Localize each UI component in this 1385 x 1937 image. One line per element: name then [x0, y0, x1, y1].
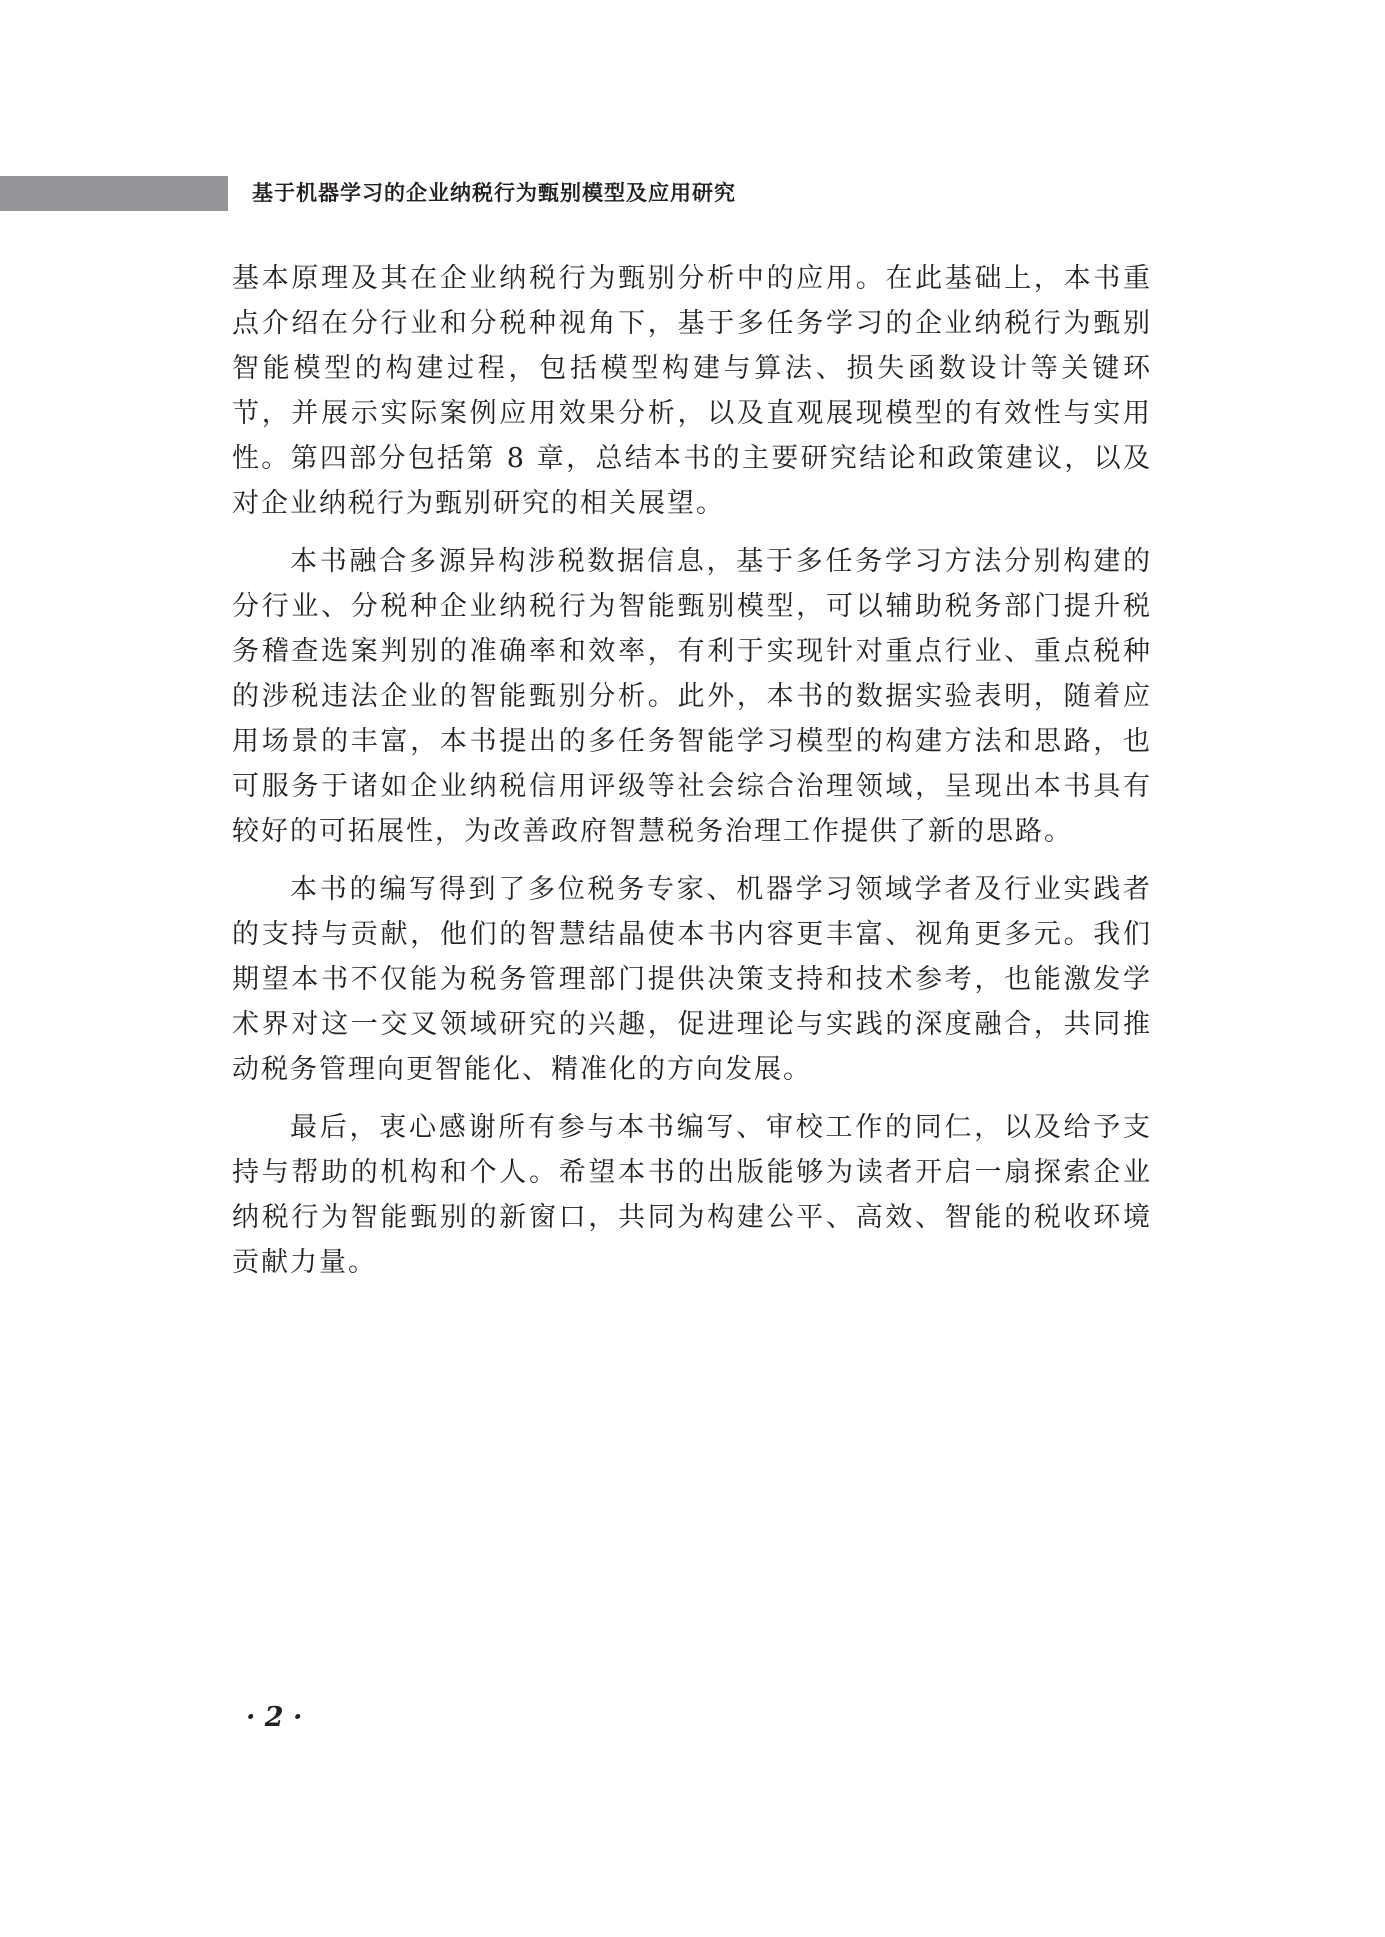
header-bar	[0, 176, 228, 211]
text-line: 基本原理及其在企业纳税行为甄别分析中的应用。在此基础上，本书重	[232, 263, 1152, 294]
text-line: 动税务管理向更智能化、精准化的方向发展。	[232, 1054, 812, 1085]
text-line: 持与帮助的机构和个人。希望本书的出版能够为读者开启一扇探索企业	[232, 1157, 1152, 1188]
text-line: 性。第四部分包括第 8 章，总结本书的主要研究结论和政策建议，以及	[232, 443, 1152, 474]
text-line: 点介绍在分行业和分税种视角下，基于多任务学习的企业纳税行为甄别	[232, 308, 1152, 339]
paragraph-3	[232, 867, 1152, 1092]
text-line: 节，并展示实际案例应用效果分析，以及直观展现模型的有效性与实用	[232, 398, 1152, 429]
running-header-title: 基于机器学习的企业纳税行为甄别模型及应用研究	[252, 181, 736, 205]
text-line: 较好的可拓展性，为改善政府智慧税务治理工作提供了新的思路。	[232, 816, 1073, 847]
text-line: 可服务于诸如企业纳税信用评级等社会综合治理领域，呈现出本书具有	[232, 771, 1152, 802]
text-line: 的支持与贡献，他们的智慧结晶使本书内容更丰富、视角更多元。我们	[232, 919, 1152, 950]
text-line: 本书融合多源异构涉税数据信息，基于多任务学习方法分别构建的	[290, 546, 1152, 577]
text-line: 对企业纳税行为甄别研究的相关展望。	[232, 488, 725, 519]
text-line: 最后，衷心感谢所有参与本书编写、审校工作的同仁，以及给予支	[290, 1112, 1152, 1143]
body-text	[232, 256, 1152, 1298]
text-line: 分行业、分税种企业纳税行为智能甄别模型，可以辅助税务部门提升税	[232, 591, 1152, 622]
text-line: 本书的编写得到了多位税务专家、机器学习领域学者及行业实践者	[290, 874, 1152, 905]
text-line: 用场景的丰富，本书提出的多任务智能学习模型的构建方法和思路，也	[232, 726, 1152, 757]
paragraph-1	[232, 256, 1152, 526]
paragraph-2	[232, 539, 1152, 854]
text-line: 智能模型的构建过程，包括模型构建与算法、损失函数设计等关键环	[232, 353, 1152, 384]
text-line: 务稽查选案判别的准确率和效率，有利于实现针对重点行业、重点税种	[232, 636, 1152, 667]
text-line: 贡献力量。	[232, 1247, 377, 1278]
text-line: 纳税行为智能甄别的新窗口，共同为构建公平、高效、智能的税收环境	[232, 1202, 1152, 1233]
text-line: 术界对这一交叉领域研究的兴趣，促进理论与实践的深度融合，共同推	[232, 1009, 1152, 1040]
paragraph-4	[232, 1105, 1152, 1285]
text-line: 的涉税违法企业的智能甄别分析。此外，本书的数据实验表明，随着应	[232, 681, 1152, 712]
text-line: 期望本书不仅能为税务管理部门提供决策支持和技术参考，也能激发学	[232, 964, 1152, 995]
page-number: · 2 ·	[246, 1702, 303, 1733]
